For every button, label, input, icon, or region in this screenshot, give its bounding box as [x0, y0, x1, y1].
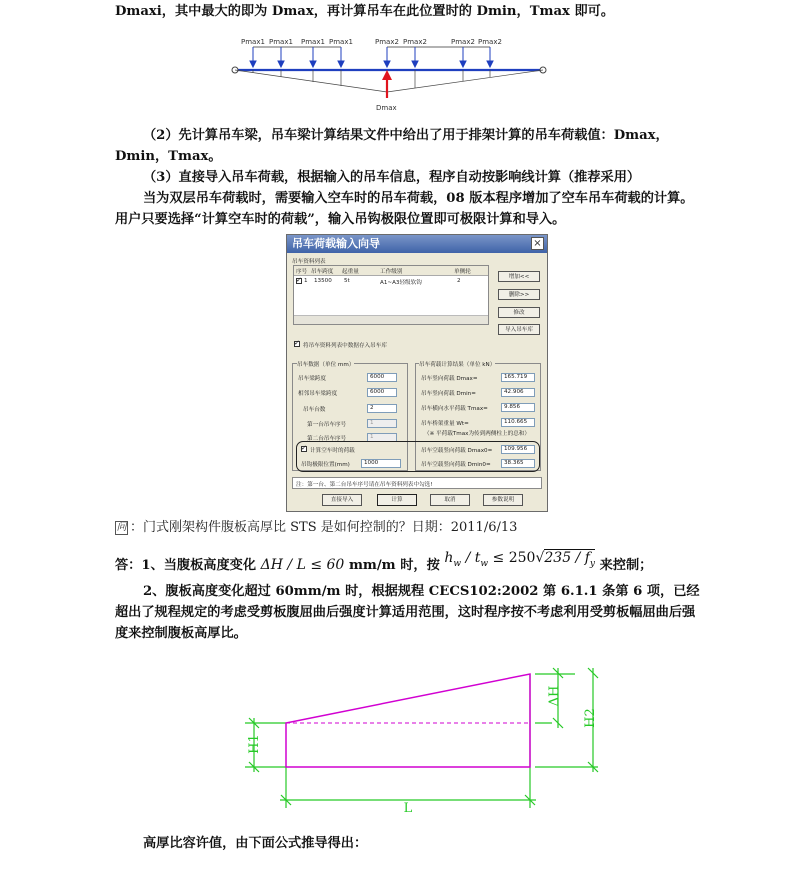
ratio-formula: $h_w / t_w \le 250√235 / f_y$ [444, 550, 595, 569]
answer-2: 2、腹板高度变化超过 60mm/m 时，根据规程 CECS102:2002 第 6.1.1 条第 6 项，已经超出了规程规定的考虑受剪板腹屈曲后强度计算适用范围，这时程序按不考虑利用受剪板幅屈曲后强度来控制腹板高厚比。 [115, 584, 700, 641]
dialog-title: 吊车荷载输入向导 [287, 235, 547, 253]
empty-load-checkbox[interactable] [301, 446, 307, 452]
cancel-button[interactable]: 取消 [430, 494, 470, 506]
beam-span-input[interactable]: 6000 [367, 373, 397, 382]
empty-load-label: 计算空车时的荷载 [310, 448, 355, 454]
delta-h-label: ΔH [547, 685, 562, 707]
pmax2-label: Pmax2 [451, 38, 475, 46]
table-cell: 1 [304, 278, 308, 284]
col-header: 单侧轮 [454, 269, 471, 275]
question-icon: 问 [116, 522, 127, 533]
slope-formula: ΔH / L ≤ 60 [260, 557, 345, 573]
import-library-button[interactable]: 导入吊车库 [498, 324, 540, 335]
row-checkbox[interactable] [296, 278, 302, 284]
col-header: 吊车跨度 [311, 269, 334, 275]
crane-load-dialog [286, 234, 548, 512]
adjacent-span-input[interactable]: 6000 [367, 388, 397, 397]
field-label: 吊车梁跨度 [298, 376, 326, 382]
hook-position-label: 吊钩极限位置(mm) [301, 462, 350, 468]
field-label: 相邻吊车梁跨度 [298, 391, 338, 397]
answer-1-suffix: 来控制； [599, 558, 653, 573]
table-cell: 13500 [314, 278, 332, 284]
calculate-button[interactable]: 计算 [377, 494, 417, 506]
h1-label: H1 [247, 734, 262, 754]
horizontal-scrollbar[interactable] [294, 315, 488, 324]
add-button[interactable]: 增加<< [498, 271, 540, 282]
second-crane-select[interactable]: 1 [367, 433, 397, 442]
field-label: 吊车空载竖向荷载 Dmax0= [421, 448, 493, 454]
load-result-group-label: 吊车荷载计算结果（单位 kN） [419, 362, 496, 368]
paragraph-3: （3）直接导入吊车荷载，根据输入的吊车信息，程序自动按影响线计算（推荐采用） [143, 170, 641, 185]
pmax2-label: Pmax2 [478, 38, 502, 46]
list-group-label: 吊车资料列表 [292, 259, 326, 265]
answer-1 [115, 550, 653, 581]
dmin-field[interactable]: 42.906 [501, 388, 535, 397]
param-help-button[interactable]: 参数说明 [483, 494, 523, 506]
tapered-web-diagram [240, 660, 610, 820]
close-icon[interactable]: × [531, 237, 544, 250]
field-label: 吊车台数 [303, 407, 326, 413]
crane-list-table [293, 265, 489, 325]
question-text: ：门式刚架构件腹板高厚比 STS 是如何控制的？日期：2011/6/13 [130, 520, 518, 535]
length-label: L [403, 801, 413, 816]
last-paragraph: 高厚比容许值，由下面公式推导得出： [143, 836, 368, 851]
field-label: 第二台吊车序号 [307, 436, 347, 442]
pmax1-label: Pmax1 [301, 38, 325, 46]
col-header: 起重量 [342, 269, 359, 275]
pmax2-label: Pmax2 [403, 38, 427, 46]
field-label: 吊车竖向荷载 Dmax= [421, 376, 478, 382]
delete-button[interactable]: 删除>> [498, 289, 540, 300]
table-cell: A1~A3轻级软钩 [380, 280, 422, 286]
field-label: 吊车桥架重量 Wt= [421, 421, 469, 427]
crane-data-group-label: 吊车数据（单位 mm） [297, 362, 355, 368]
col-header: 工作级别 [380, 269, 403, 275]
crane-count-select[interactable]: 2 [367, 404, 397, 413]
dmax-field[interactable]: 165.719 [501, 373, 535, 382]
paragraph-2: （2）先计算吊车梁，吊车梁计算结果文件中给出了用于排架计算的吊车荷载值：Dmax，Dmin，Tmax。 [115, 128, 669, 164]
wt-field[interactable]: 110.665 [501, 418, 535, 427]
dmax-label: Dmax [376, 104, 397, 112]
save-library-label: 将吊车资料列表中数据存入吊车库 [303, 343, 387, 349]
tmax-field[interactable]: 9.856 [501, 403, 535, 412]
pmax1-label: Pmax1 [329, 38, 353, 46]
col-header: 序号 [296, 269, 308, 275]
modify-button[interactable]: 修改 [498, 307, 540, 318]
pmax1-label: Pmax1 [269, 38, 293, 46]
tmax-note: （※ 平荷载Tmax为传到两侧柱上的总和） [424, 431, 530, 437]
direct-import-button[interactable]: 直接导入 [322, 494, 362, 506]
first-crane-select[interactable]: 1 [367, 419, 397, 428]
save-library-checkbox[interactable] [294, 341, 300, 347]
field-label: 吊车竖向荷载 Dmin= [421, 391, 476, 397]
dmin0-field[interactable]: 38.365 [501, 459, 535, 468]
answer-1-mid: mm/m 时，按 [348, 558, 440, 573]
field-label: 第一台吊车序号 [307, 422, 347, 428]
field-label: 吊车横向水平荷载 Tmax= [421, 406, 488, 412]
hook-position-input[interactable]: 1000 [361, 459, 401, 468]
pmax2-label: Pmax2 [375, 38, 399, 46]
pmax1-label: Pmax1 [241, 38, 265, 46]
answer-1-prefix: 答：1、当腹板高度变化 [115, 558, 257, 573]
field-label: 吊车空载竖向荷载 Dmin0= [421, 462, 491, 468]
table-cell: 2 [457, 278, 461, 284]
top-paragraph: Dmaxi，其中最大的即为 Dmax，再计算吊车在此位置时的 Dmin，Tmax 即可。 [115, 4, 615, 19]
dmax0-field[interactable]: 109.956 [501, 445, 535, 454]
note-text: 注：第一台、第二台吊车序号请在吊车资料列表中勾选! [296, 482, 433, 488]
paragraph-4: 当为双层吊车荷载时，需要输入空车时的吊车荷载，08 版本程序增加了空车吊车荷载的计算。用户只要选择“计算空车时的荷载”，输入吊钩极限位置即可极限计算和导入。 [115, 191, 694, 227]
table-cell: 5t [344, 278, 350, 284]
crane-beam-diagram [225, 30, 555, 115]
h2-label: H2 [583, 708, 598, 728]
